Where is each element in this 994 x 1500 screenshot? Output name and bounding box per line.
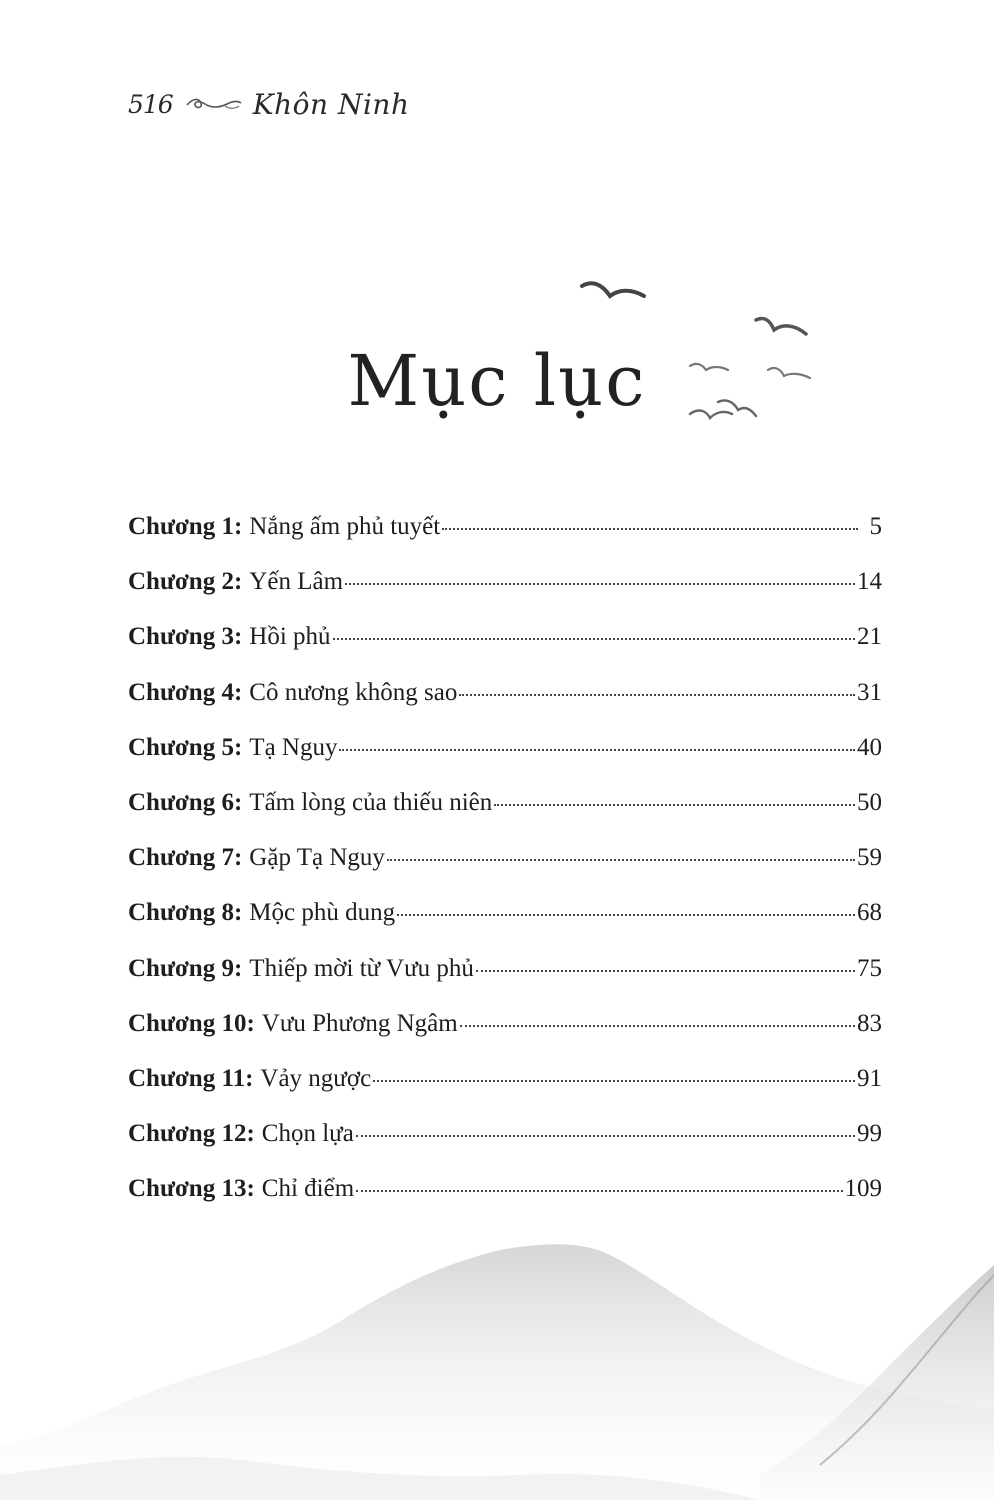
dot-leader <box>397 913 855 916</box>
chapter-title: Vảy ngược <box>260 1064 372 1092</box>
book-title: Khôn Ninh <box>252 87 410 121</box>
chapter-label: Chương 6: <box>128 788 243 816</box>
dot-leader <box>356 1189 842 1192</box>
dot-leader <box>494 803 855 806</box>
chapter-page: 50 <box>857 788 882 816</box>
chapter-page: 83 <box>857 1009 882 1037</box>
toc-entry <box>128 726 882 781</box>
chapter-title: Cô nương không sao <box>249 678 458 706</box>
chapter-title: Chỉ điểm <box>261 1175 355 1203</box>
chapter-page: 5 <box>869 513 882 540</box>
page-title: Mục lục <box>347 340 647 422</box>
toc-entry <box>128 1167 882 1222</box>
toc-entry <box>128 671 882 726</box>
chapter-label: Chương 13: <box>128 1175 255 1203</box>
chapter-page: 59 <box>857 844 882 872</box>
toc-entry <box>128 615 882 670</box>
chapter-page: 68 <box>857 899 882 927</box>
dot-leader <box>459 693 855 696</box>
toc-entry <box>128 947 882 1002</box>
toc-entry <box>128 836 882 891</box>
swirl-ornament-icon <box>185 94 243 114</box>
chapter-label: Chương 5: <box>128 733 243 761</box>
table-of-contents <box>128 505 882 1222</box>
chapter-label: Chương 1: <box>128 513 243 540</box>
toc-entry <box>128 1112 882 1167</box>
dot-leader <box>345 582 855 585</box>
chapter-title: Hồi phủ <box>249 623 331 651</box>
chapter-title: Tạ Nguy <box>249 733 338 761</box>
chapter-label: Chương 4: <box>128 678 243 706</box>
chapter-label: Chương 7: <box>128 844 243 872</box>
chapter-page: 14 <box>857 568 882 596</box>
chapter-label: Chương 2: <box>128 568 243 596</box>
dot-leader <box>460 1024 855 1027</box>
toc-entry <box>128 560 882 615</box>
dot-leader <box>476 969 855 972</box>
chapter-title: Vưu Phương Ngâm <box>261 1009 458 1037</box>
dot-leader <box>442 527 858 530</box>
chapter-title: Thiếp mời từ Vưu phủ <box>249 954 474 982</box>
running-header <box>128 82 409 126</box>
page-number: 516 <box>128 89 173 119</box>
toc-entry <box>128 1002 882 1057</box>
chapter-title: Chọn lựa <box>261 1120 354 1148</box>
toc-entry <box>128 1057 882 1112</box>
chapter-label: Chương 11: <box>128 1064 254 1092</box>
dot-leader <box>333 637 855 640</box>
chapter-page: 75 <box>857 954 882 982</box>
chapter-label: Chương 9: <box>128 954 243 982</box>
dot-leader <box>356 1134 855 1137</box>
toc-entry <box>128 505 882 560</box>
chapter-page: 99 <box>857 1120 882 1148</box>
dot-leader <box>339 748 855 751</box>
dot-leader <box>373 1079 855 1082</box>
chapter-page: 109 <box>844 1175 882 1203</box>
chapter-title: Nắng ấm phủ tuyết <box>249 513 441 540</box>
dot-leader <box>387 858 855 861</box>
chapter-label: Chương 12: <box>128 1120 255 1148</box>
chapter-page: 40 <box>857 733 882 761</box>
toc-entry <box>128 781 882 836</box>
chapter-page: 91 <box>857 1064 882 1092</box>
chapter-title: Mộc phù dung <box>249 899 396 927</box>
chapter-title: Gặp Tạ Nguy <box>249 844 385 872</box>
chapter-label: Chương 8: <box>128 899 243 927</box>
chapter-title: Tấm lòng của thiếu niên <box>249 788 493 816</box>
chapter-page: 21 <box>857 623 882 651</box>
chapter-page: 31 <box>857 678 882 706</box>
chapter-label: Chương 3: <box>128 623 243 651</box>
chapter-label: Chương 10: <box>128 1009 255 1037</box>
toc-entry <box>128 891 882 946</box>
chapter-title: Yến Lâm <box>249 568 344 596</box>
ink-mountains-illustration <box>0 1235 994 1500</box>
